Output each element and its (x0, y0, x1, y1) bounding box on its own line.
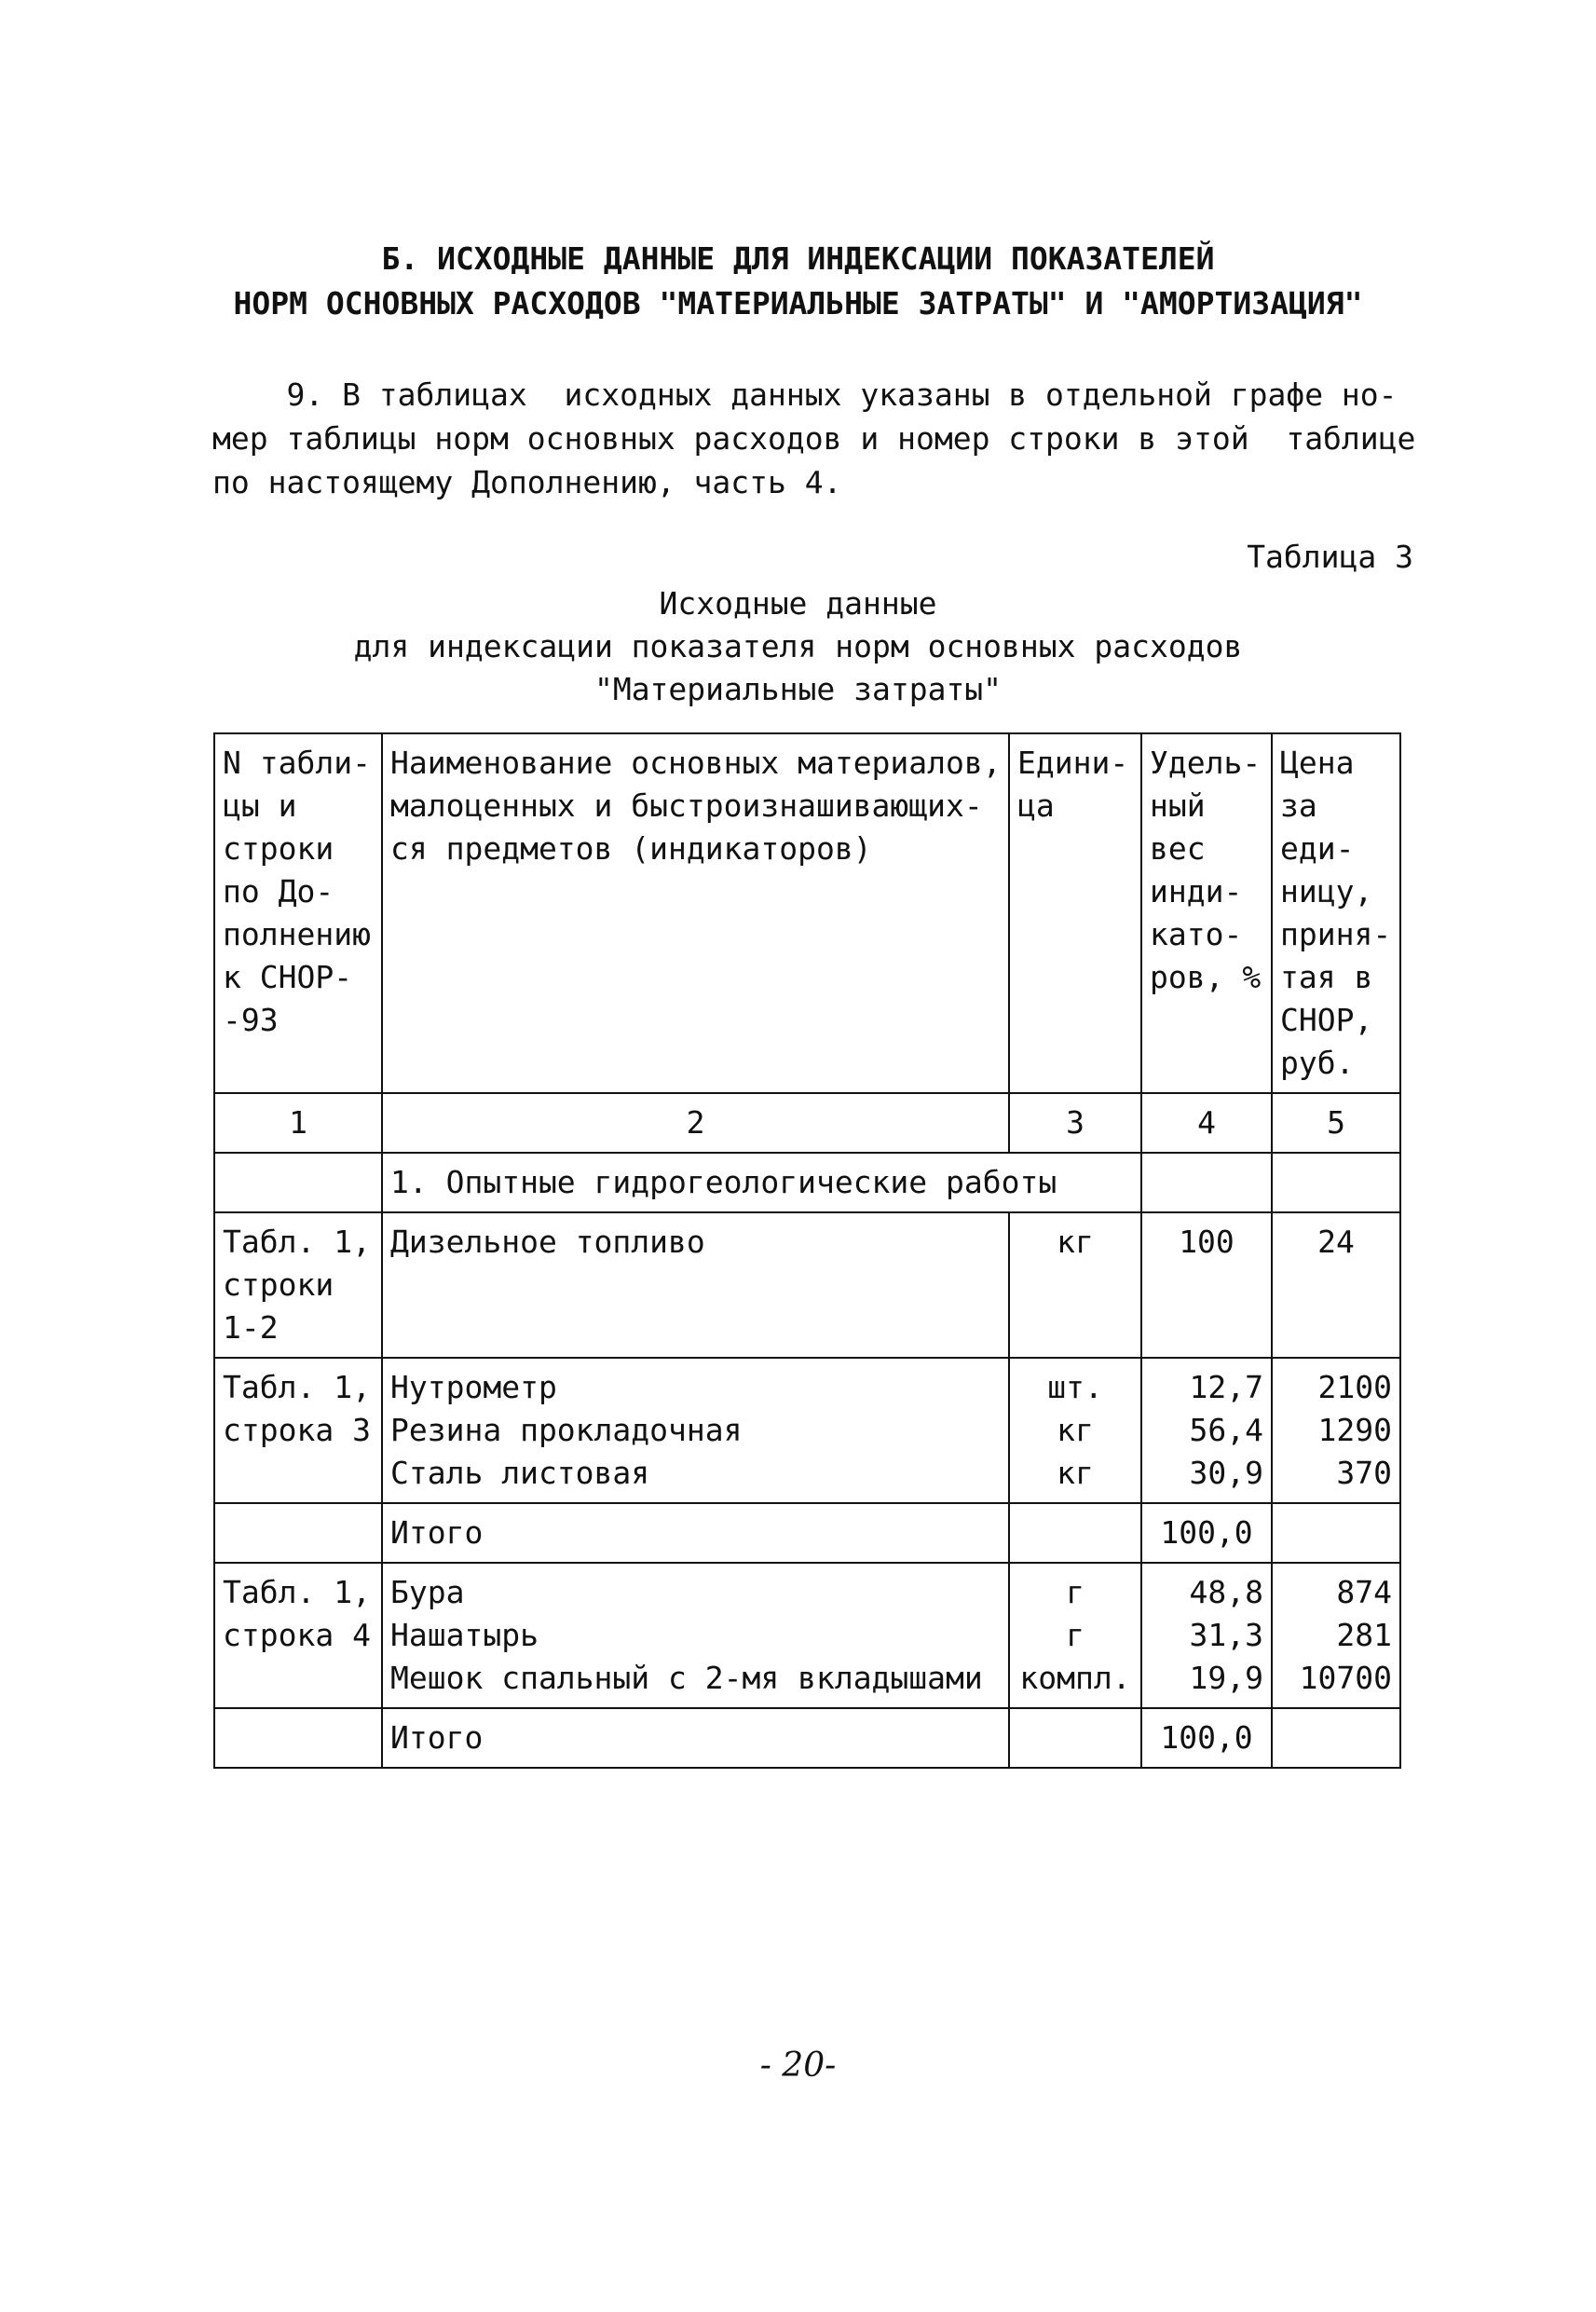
group2-weights: 12,7 56,4 30,9 (1141, 1358, 1272, 1503)
group3-ref: Табл. 1, строка 4 (214, 1563, 382, 1708)
group1-name: Дизельное топливо (382, 1212, 1009, 1358)
header-ref: N табли- цы и строки по До- полнению к СНОР- -93 (214, 733, 382, 1093)
paragraph-line-3: по настоящему Дополнению, часть 4. (212, 464, 842, 500)
group2-names: Нутрометр Резина прокладочная Сталь листовая (382, 1358, 1009, 1503)
group2-total-label: Итого (382, 1503, 1009, 1563)
header-price: Цена за еди- ницу, приня- тая в СНОР, руб. (1272, 733, 1400, 1093)
header-unit: Едини- ца (1009, 733, 1141, 1093)
table-row (214, 1358, 1400, 1503)
group3-prices: 874 281 10700 (1272, 1563, 1400, 1708)
group2-prices: 2100 1290 370 (1272, 1358, 1400, 1503)
table-row (214, 1563, 1400, 1708)
group1-price: 24 (1272, 1212, 1400, 1358)
group2-ref: Табл. 1, строка 3 (214, 1358, 382, 1503)
section-title: 1. Опытные гидрогеологические работы (382, 1153, 1141, 1212)
caption-line-1: Исходные данные (659, 585, 937, 622)
column-numbers-row (214, 1093, 1400, 1153)
col-number-2: 2 (382, 1093, 1009, 1153)
group3-units: г г компл. (1009, 1563, 1141, 1708)
section-row (214, 1153, 1400, 1212)
total-row (214, 1708, 1400, 1768)
col-number-5: 5 (1272, 1093, 1400, 1153)
caption-line-3: "Материальные затраты" (593, 671, 1003, 707)
group3-weights: 48,8 31,3 19,9 (1141, 1563, 1272, 1708)
group1-weight: 100 (1141, 1212, 1272, 1358)
table-header-row (214, 733, 1400, 1093)
caption-line-2: для индексации показателя норм основных расходов (353, 628, 1243, 664)
table-row (214, 1212, 1400, 1358)
table-label: Таблица 3 (1247, 539, 1413, 575)
group1-unit: кг (1009, 1212, 1141, 1358)
header-name: Наименование основных материалов, малоценных и быстроизнашивающих- ся предметов (индикаторов) (382, 733, 1009, 1093)
group3-total-label: Итого (382, 1708, 1009, 1768)
group1-ref: Табл. 1, строки 1-2 (214, 1212, 382, 1358)
page-number: - 20- (759, 2046, 837, 2085)
total-row (214, 1503, 1400, 1563)
col-number-1: 1 (214, 1093, 382, 1153)
header-weight: Удель- ный вес инди- като- ров, % (1141, 733, 1272, 1093)
heading-line-1: Б. ИСХОДНЫЕ ДАННЫЕ ДЛЯ ИНДЕКСАЦИИ ПОКАЗАТЕЛЕЙ (381, 240, 1215, 277)
paragraph-line-1: 9. В таблицах исходных данных указаны в отдельной графе но- (212, 376, 1398, 413)
heading-line-2: НОРМ ОСНОВНЫХ РАСХОДОВ "МАТЕРИАЛЬНЫЕ ЗАТРАТЫ" И "АМОРТИЗАЦИЯ" (233, 285, 1363, 321)
group2-units: шт. кг кг (1009, 1358, 1141, 1503)
group2-total-weight: 100,0 (1141, 1503, 1272, 1563)
materials-table (213, 732, 1401, 1769)
table-caption (0, 582, 1596, 711)
paragraph-line-2: мер таблицы норм основных расходов и номер строки в этой таблице (212, 420, 1416, 457)
group3-names: Бура Нашатырь Мешок спальный с 2-мя вкладышами (382, 1563, 1009, 1708)
section-heading (0, 237, 1596, 326)
intro-paragraph (212, 373, 1414, 504)
col-number-3: 3 (1009, 1093, 1141, 1153)
group3-total-weight: 100,0 (1141, 1708, 1272, 1768)
col-number-4: 4 (1141, 1093, 1272, 1153)
